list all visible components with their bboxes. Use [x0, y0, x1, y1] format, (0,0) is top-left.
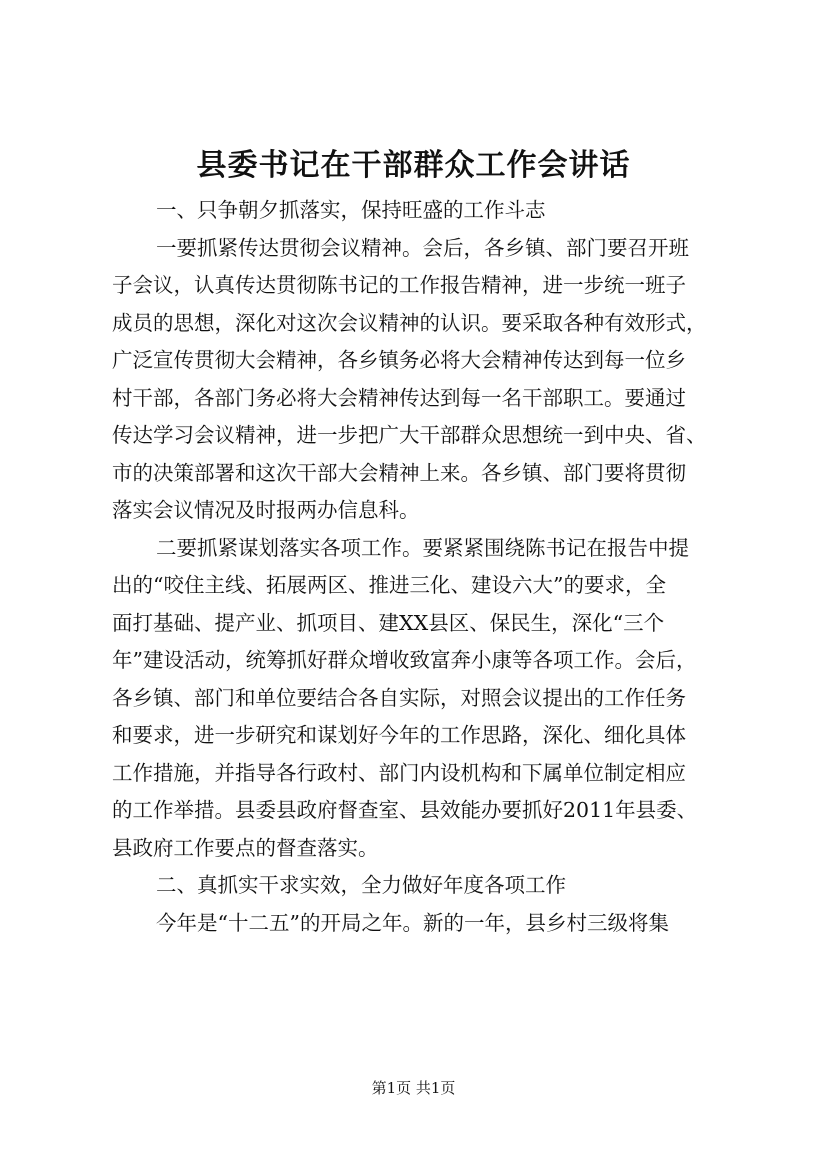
paragraph-line: 二要抓紧谋划落实各项工作。要紧紧围绕陈书记在报告中提	[156, 535, 689, 560]
section-heading: 二、真抓实干求实效，全力做好年度各项工作	[156, 873, 566, 897]
paragraph-line: 今年是“十二五”的开局之年。新的一年，县乡村三级将集	[156, 910, 669, 935]
paragraph-line: 各乡镇、部门和单位要结合各自实际，对照会议提出的工作任务	[112, 685, 686, 710]
paragraph-line: 村干部，各部门务必将大会精神传达到每一名干部职工。要通过	[112, 385, 686, 410]
paragraph-line: 县政府工作要点的督查落实。	[112, 835, 379, 860]
paragraph-line: 出的“咬住主线、拓展两区、推进三化、建设六大”的要求，全	[112, 573, 666, 597]
paragraph-line: 传达学习会议精神，进一步把广大干部群众思想统一到中央、省、	[112, 423, 707, 447]
paragraph-line: 成员的思想，深化对这次会议精神的认识。要采取各种有效形式，	[112, 310, 707, 335]
paragraph-line: 年”建设活动，统筹抓好群众增收致富奔小康等各项工作。会后，	[112, 648, 697, 672]
page-footer: 第1页 共1页	[371, 1079, 456, 1097]
paragraph-line: 工作措施，并指导各行政村、部门内设机构和下属单位制定相应	[112, 760, 686, 785]
document-title: 县委书记在干部群众工作会讲话	[196, 148, 631, 183]
paragraph-line: 市的决策部署和这次干部大会精神上来。各乡镇、部门要将贯彻	[112, 460, 686, 485]
section-heading: 一、只争朝夕抓落实，保持旺盛的工作斗志	[156, 198, 546, 222]
paragraph-line: 子会议，认真传达贯彻陈书记的工作报告精神，进一步统一班子	[112, 273, 686, 297]
paragraph-line: 落实会议情况及时报两办信息科。	[112, 498, 420, 522]
paragraph-line: 广泛宣传贯彻大会精神，各乡镇务必将大会精神传达到每一位乡	[112, 348, 686, 372]
document-body	[112, 192, 712, 942]
paragraph-line: 的工作举措。县委县政府督查室、县效能办要抓好2011年县委、	[112, 798, 698, 822]
paragraph-line: 和要求，进一步研究和谋划好今年的工作思路，深化、细化具体	[112, 723, 686, 747]
paragraph-line: 一要抓紧传达贯彻会议精神。会后，各乡镇、部门要召开班	[156, 235, 689, 260]
paragraph-line: 面打基础、提产业、抓项目、建XX县区、保民生，深化“三个	[112, 610, 665, 635]
